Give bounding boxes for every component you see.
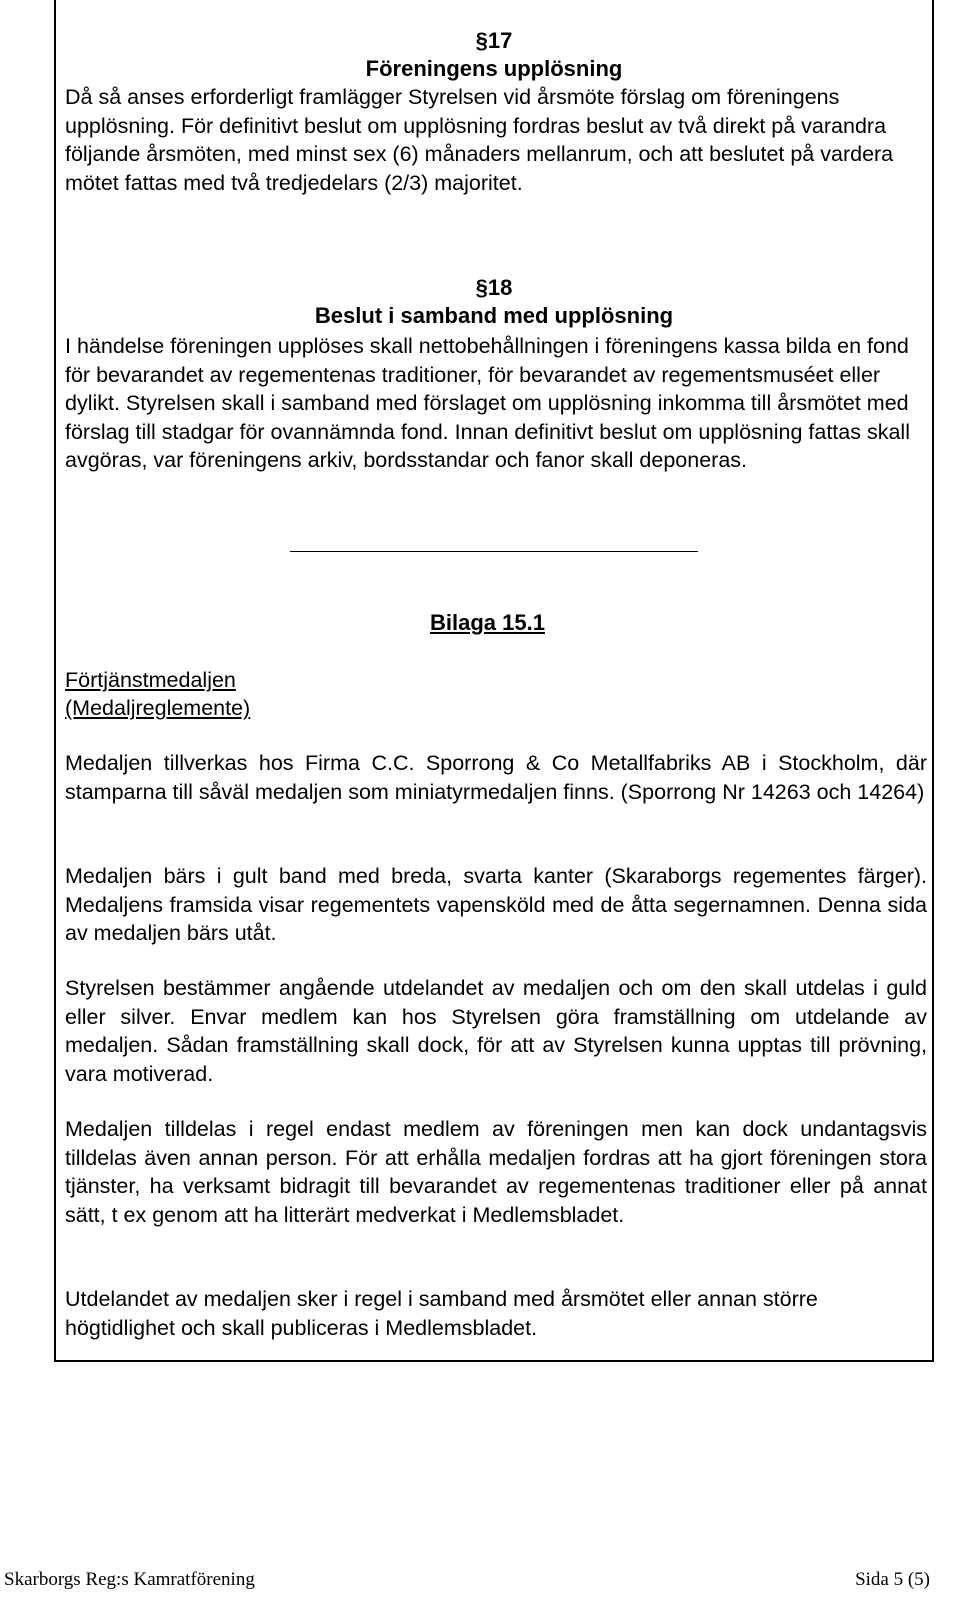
section-17-number: §17: [475, 28, 513, 53]
separator-line: [290, 551, 698, 552]
medal-paragraph-ceremony: Utdelandet av medaljen sker i regel i samband med årsmötet eller annan större högtidlighet och skall publiceras i Medlemsbladet.: [65, 1287, 818, 1340]
medal-paragraph-manufacturer: Medaljen tillverkas hos Firma C.C. Sporrong & Co Metallfabriks AB i Stockholm, där stamparna till såväl medaljen som miniatyrmedaljen finns. (Sporrong Nr 14263 och 14264): [65, 751, 927, 804]
section-17-body: Då så anses erforderligt framlägger Styrelsen vid årsmöte förslag om föreningens upplösning. För definitivt beslut om upplösning fordras beslut av två direkt på varandra följande årsmöten, med minst sex (6) månaders mellanrum, och att beslutet på vardera mötet fattas med två tredjedelars (2/3) majoritet.: [65, 85, 894, 195]
section-18-number: §18: [475, 275, 513, 300]
appendix-title-line1: Förtjänstmedaljen: [65, 668, 236, 692]
medal-paragraph-award-decision: Styrelsen bestämmer angående utdelandet av medaljen och om den skall utdelas i guld eller silver. Envar medlem kan hos Styrelsen göra framställning om utdelande av medaljen. Sådan framställning skall dock, för att av Styrelsen kunna upptas till prövning, vara motiverad.: [65, 976, 927, 1086]
section-18-title: Beslut i samband med upplösning: [314, 303, 674, 328]
footer-page-number: Sida 5 (5): [855, 1569, 930, 1590]
appendix-title-line2: (Medaljreglemente): [65, 696, 251, 720]
section-18-body: I händelse föreningen upplöses skall nettobehållningen i föreningens kassa bilda en fond för bevarandet av regementenas traditioner, för bevarandet av regementsmuséet eller dylikt. Styrelsen skall i samband med förslaget om upplösning inkomma till årsmötet med förslag till stadgar för ovannämnda fond. Innan definitivt beslut om upplösning fattas skall avgöras, var föreningens arkiv, bordsstandar och fanor skall deponeras.: [65, 334, 910, 472]
medal-paragraph-ribbon: Medaljen bärs i gult band med breda, svarta kanter (Skaraborgs regementes färger). Medaljens framsida visar regementets vapensköld med de åtta segernamnen. Denna sida av medaljen bärs utåt.: [65, 864, 927, 945]
appendix-title: [65, 666, 250, 722]
section-17-title: Föreningens upplösning: [365, 56, 623, 81]
medal-paragraph-eligibility: Medaljen tilldelas i regel endast medlem av föreningen men kan dock undantagsvis tilldelas även annan person. För att erhålla medaljen fordras att ha gjort föreningen stora tjänster, ha verksamt bidragit till bevarandet av regementenas traditioner eller på annat sätt, t ex genom att ha litterärt medverkat i Medlemsbladet.: [65, 1117, 927, 1227]
footer-organization: Skarborgs Reg:s Kamratförening: [4, 1569, 255, 1590]
appendix-label: Bilaga 15.1: [430, 610, 545, 635]
